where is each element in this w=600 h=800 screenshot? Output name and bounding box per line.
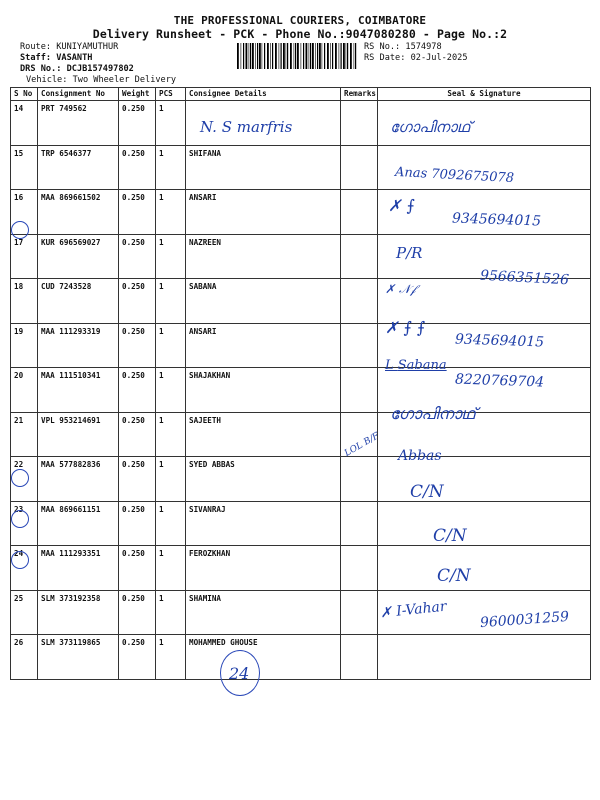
consignment-cell: MAA 111293319 bbox=[38, 323, 119, 368]
pcs-cell: 1 bbox=[156, 145, 186, 190]
consignee-cell: SIVANRAJ bbox=[186, 501, 341, 546]
remarks-cell bbox=[341, 368, 378, 413]
handwritten-name-20-text: Sabana bbox=[397, 358, 447, 373]
table-row bbox=[11, 101, 591, 146]
col-pcs: PCS bbox=[156, 88, 186, 101]
consignment-cell: CUD 7243528 bbox=[38, 279, 119, 324]
handwritten-signature-26-text: I-Vahar bbox=[395, 598, 448, 620]
handwritten-signature-21: ഗോപിനാഥ് bbox=[390, 404, 476, 423]
remarks-cell bbox=[341, 501, 378, 546]
pcs-cell: 1 bbox=[156, 412, 186, 457]
sno-cell: 22 bbox=[11, 457, 38, 502]
handwritten-consignee-14: N. S marfris bbox=[200, 118, 293, 136]
table-row bbox=[11, 412, 591, 457]
consignee-cell: SHIFANA bbox=[186, 145, 341, 190]
rs-no-line bbox=[364, 42, 442, 52]
consignment-cell: SLM 373192358 bbox=[38, 590, 119, 635]
table-row bbox=[11, 635, 591, 680]
weight-cell: 0.250 bbox=[119, 590, 156, 635]
consignee-cell: SABANA bbox=[186, 279, 341, 324]
circle-mark-23 bbox=[11, 469, 29, 487]
drs-line bbox=[20, 64, 134, 74]
vehicle-value: Two Wheeler Delivery bbox=[72, 75, 177, 85]
weight-cell: 0.250 bbox=[119, 234, 156, 279]
handwritten-mark-18: ✗ 𝒩𝒻 bbox=[385, 282, 416, 296]
rs-no-label: RS No.: bbox=[364, 42, 401, 52]
pcs-cell: 1 bbox=[156, 457, 186, 502]
handwritten-phone-20: 8220769704 bbox=[454, 371, 545, 391]
handwritten-remark-22: LOL B/F bbox=[343, 431, 382, 459]
remarks-cell bbox=[341, 546, 378, 591]
consignee-cell: MOHAMMED GHOUSE bbox=[186, 635, 341, 680]
consignment-cell: TRP 6546377 bbox=[38, 145, 119, 190]
rs-no-value: 1574978 bbox=[405, 42, 442, 52]
consignee-cell: FEROZKHAN bbox=[186, 546, 341, 591]
consignment-cell: SLM 373119865 bbox=[38, 635, 119, 680]
pcs-cell: 1 bbox=[156, 501, 186, 546]
handwritten-signature-14: ഗോപിനാഥ് bbox=[390, 118, 471, 136]
sno-cell: 26 bbox=[11, 635, 38, 680]
consignee-cell: SHAMINA bbox=[186, 590, 341, 635]
sno-cell: 25 bbox=[11, 590, 38, 635]
col-remarks: Remarks bbox=[341, 88, 378, 101]
handwritten-mark-19: ✗ ⨍ ⨍ bbox=[385, 318, 426, 337]
col-consignment: Consignment No bbox=[38, 88, 119, 101]
pcs-cell: 1 bbox=[156, 368, 186, 413]
pcs-cell: 1 bbox=[156, 546, 186, 591]
remarks-cell bbox=[341, 323, 378, 368]
table-header-row bbox=[11, 88, 591, 101]
company-title: THE PROFESSIONAL COURIERS, COIMBATORE bbox=[173, 14, 427, 27]
consignment-cell: KUR 696569027 bbox=[38, 234, 119, 279]
sno-cell: 15 bbox=[11, 145, 38, 190]
remarks-cell bbox=[341, 234, 378, 279]
drs-label: DRS No.: bbox=[20, 64, 62, 74]
handwritten-total: 24 bbox=[229, 664, 250, 683]
remarks-cell bbox=[341, 590, 378, 635]
route-line bbox=[20, 42, 118, 52]
rs-date-line bbox=[364, 53, 468, 63]
weight-cell: 0.250 bbox=[119, 546, 156, 591]
table-row bbox=[11, 279, 591, 324]
handwritten-phone-26: 9600031259 bbox=[479, 608, 570, 632]
sno-cell: 18 bbox=[11, 279, 38, 324]
consignee-cell: SAJEETH bbox=[186, 412, 341, 457]
pcs-cell: 1 bbox=[156, 635, 186, 680]
handwritten-cn-25: C/N bbox=[437, 566, 471, 586]
staff-label: Staff: bbox=[20, 53, 52, 63]
handwritten-signature-22: Abbas bbox=[398, 448, 442, 464]
remarks-cell bbox=[341, 635, 378, 680]
col-seal-signature: Seal & Signature bbox=[378, 88, 591, 101]
handwritten-phone-18: 9566351526 bbox=[479, 267, 570, 289]
weight-cell: 0.250 bbox=[119, 323, 156, 368]
rs-date-label: RS Date: bbox=[364, 53, 406, 63]
sno-cell: 21 bbox=[11, 412, 38, 457]
consignee-cell: ANSARI bbox=[186, 190, 341, 235]
sno-cell: 24 bbox=[11, 546, 38, 591]
consignment-cell: VPL 953214691 bbox=[38, 412, 119, 457]
remarks-cell bbox=[341, 457, 378, 502]
pcs-cell: 1 bbox=[156, 190, 186, 235]
pcs-cell: 1 bbox=[156, 279, 186, 324]
remarks-cell bbox=[341, 145, 378, 190]
circle-mark-24 bbox=[11, 510, 29, 528]
circle-mark-17 bbox=[11, 221, 29, 239]
vehicle-label: Vehicle: bbox=[26, 75, 68, 85]
handwritten-phone-19: 9345694015 bbox=[454, 331, 545, 351]
sno-cell: 16 bbox=[11, 190, 38, 235]
handwritten-cn-24: C/N bbox=[433, 526, 467, 546]
consignment-cell: PRT 749562 bbox=[38, 101, 119, 146]
handwritten-signature-17: P/R bbox=[396, 244, 423, 262]
consignment-cell: MAA 577882836 bbox=[38, 457, 119, 502]
remarks-cell bbox=[341, 190, 378, 235]
weight-cell: 0.250 bbox=[119, 501, 156, 546]
pcs-cell: 1 bbox=[156, 234, 186, 279]
consignment-cell: MAA 869661502 bbox=[38, 190, 119, 235]
consignee-cell: ANSARI bbox=[186, 323, 341, 368]
col-sno: S No bbox=[11, 88, 38, 101]
weight-cell: 0.250 bbox=[119, 279, 156, 324]
runsheet-subtitle: Delivery Runsheet - PCK - Phone No.:9047080280 - Page No.:2 bbox=[92, 27, 508, 41]
pcs-cell: 1 bbox=[156, 101, 186, 146]
table-row bbox=[11, 457, 591, 502]
circle-mark-25 bbox=[11, 551, 29, 569]
weight-cell: 0.250 bbox=[119, 635, 156, 680]
remarks-cell bbox=[341, 101, 378, 146]
handwritten-signature-15: Anas 7092675078 bbox=[394, 164, 515, 187]
weight-cell: 0.250 bbox=[119, 412, 156, 457]
barcode bbox=[236, 43, 358, 69]
route-value: KUNIYAMUTHUR bbox=[56, 42, 119, 52]
sno-cell: 14 bbox=[11, 101, 38, 146]
col-weight: Weight bbox=[119, 88, 156, 101]
staff-line bbox=[20, 53, 92, 63]
handwritten-cn-23: C/N bbox=[410, 482, 444, 502]
sno-cell: 23 bbox=[11, 501, 38, 546]
sno-cell: 19 bbox=[11, 323, 38, 368]
handwritten-mark-16: ✗ ⨍ bbox=[388, 196, 415, 215]
seal-signature-cell bbox=[378, 635, 591, 680]
remarks-cell bbox=[341, 279, 378, 324]
handwritten-phone-16: 9345694015 bbox=[451, 210, 542, 230]
consignment-cell: MAA 869661151 bbox=[38, 501, 119, 546]
pcs-cell: 1 bbox=[156, 590, 186, 635]
rs-date-value: 02-Jul-2025 bbox=[410, 53, 468, 63]
handwritten-signature-26: ✗ I-Vahar bbox=[379, 598, 448, 622]
consignee-cell: SYED ABBAS bbox=[186, 457, 341, 502]
col-consignee: Consignee Details bbox=[186, 88, 341, 101]
sno-cell: 17 bbox=[11, 234, 38, 279]
seal-signature-cell bbox=[378, 546, 591, 591]
consignment-cell: MAA 111510341 bbox=[38, 368, 119, 413]
handwritten-name-20: L Sabana bbox=[385, 358, 447, 373]
weight-cell: 0.250 bbox=[119, 190, 156, 235]
consignee-cell: SHAJAKHAN bbox=[186, 368, 341, 413]
pcs-cell: 1 bbox=[156, 323, 186, 368]
consignment-cell: MAA 111293351 bbox=[38, 546, 119, 591]
table-row bbox=[11, 501, 591, 546]
weight-cell: 0.250 bbox=[119, 145, 156, 190]
table-row bbox=[11, 546, 591, 591]
weight-cell: 0.250 bbox=[119, 457, 156, 502]
weight-cell: 0.250 bbox=[119, 101, 156, 146]
route-label: Route: bbox=[20, 42, 52, 52]
staff-value: VASANTH bbox=[56, 53, 93, 63]
vehicle-line bbox=[26, 75, 176, 85]
consignee-cell: NAZREEN bbox=[186, 234, 341, 279]
weight-cell: 0.250 bbox=[119, 368, 156, 413]
seal-signature-cell bbox=[378, 501, 591, 546]
sno-cell: 20 bbox=[11, 368, 38, 413]
drs-value: DCJB157497802 bbox=[66, 64, 134, 74]
